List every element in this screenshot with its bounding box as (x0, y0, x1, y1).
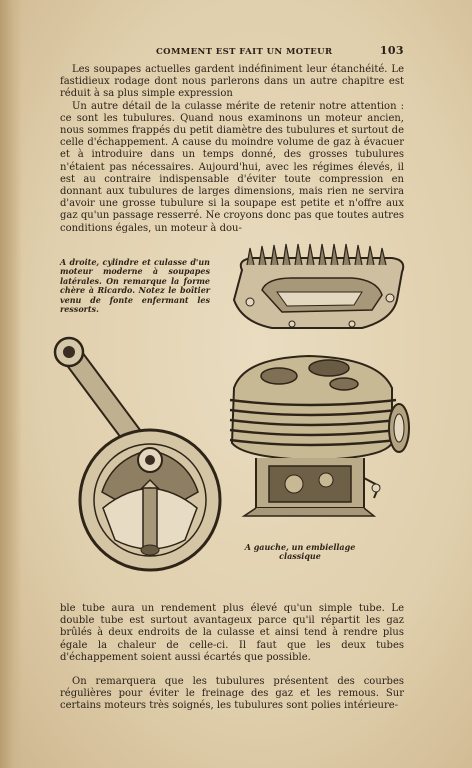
crankshaft-illustration (55, 330, 225, 570)
caption-crankshaft: A gauche, un embiellage classique (244, 542, 356, 562)
paragraph: Un autre détail de la culasse mérite de retenir notre attention : ce sont les tubulures. Quand nous examinons un moteur ancien, nous sommes frappés du petit diamètre des tubulures et surtout de celle d'échappement. A cause du moindre volume de gaz à évacuer et à introduire dans un temps donné, des grosses tubulures n'étaient pas nécessaires. Aujourd'hui, avec les régimes élevés, il est au contraire indispensable d'éviter toute compression en donnant aux tubulures de larges dimensions, mais rien ne servira d'avoir une grosse tubulure si la soupape est petite et n'offre aux gaz qu'un passage resserré. Ne croyons donc pas que toutes autres conditions égales, un moteur à dou- (60, 100, 404, 234)
header-title: COMMENT EST FAIT UN MOTEUR (156, 47, 333, 57)
running-header (60, 44, 404, 58)
body-text-top (60, 64, 404, 235)
body-text-bottom-1 (60, 603, 404, 664)
body-text-bottom-2 (60, 676, 404, 713)
caption-cylinder-head: A droite, cylindre et culasse d'un moteur moderne à soupapes latérales. On remarque la forme chère à Ricardo. Notez le boîtier venu de fonte enfermant les ressorts. (60, 257, 210, 315)
page-number: 103 (379, 44, 404, 57)
cylinder-illustration (214, 348, 404, 528)
paragraph: On remarquera que les tubulures présentent des courbes régulières pour éviter le freinage des gaz et les remous. Sur certains moteurs très soignés, les tubulures sont polies intérieure- (60, 676, 404, 712)
page-spine-shadow (0, 0, 22, 768)
cylinder-head-illustration (222, 240, 412, 340)
paragraph: ble tube aura un rendement plus élevé qu'un simple tube. Le double tube est surtout avantageux parce qu'il répartit les gaz brûlés à deux endroits de la culasse et ainsi tend à rendre plus égale la chaleur de celle-ci. Il faut que les deux tubes d'échappement soient aussi écartés que possible. (60, 603, 404, 663)
paragraph: Les soupapes actuelles gardent indéfiniment leur étanchéité. Le fastidieux rodage dont nous parlerons dans un autre chapitre est réduit à sa plus simple expression (60, 64, 404, 100)
